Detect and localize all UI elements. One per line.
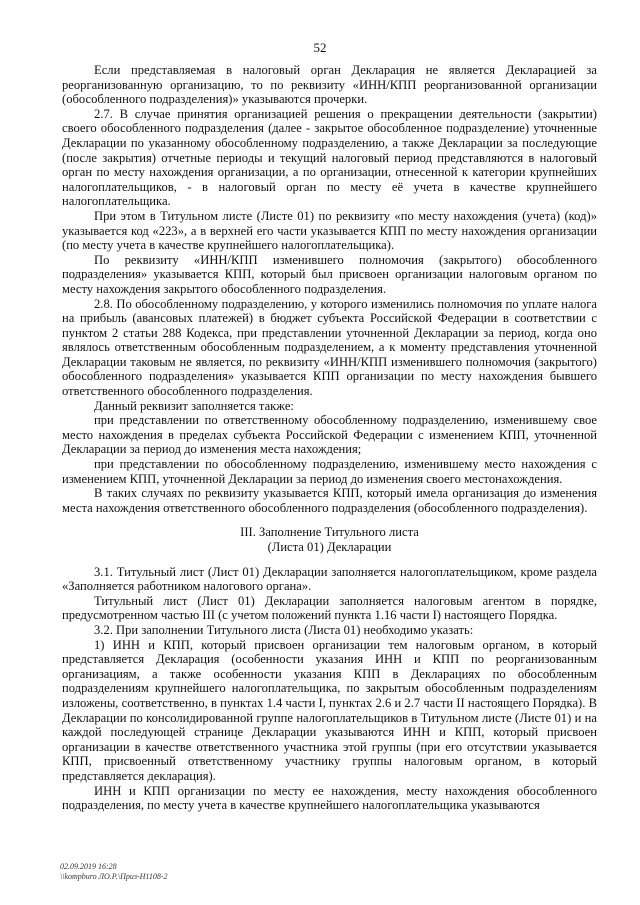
footer-timestamp: 02.09.2019 16:28: [60, 862, 117, 871]
page-number: 52: [313, 40, 327, 55]
paragraph: Данный реквизит заполняется также:: [94, 398, 294, 413]
paragraph: Если представляемая в налоговый орган Декларация не является Декларацией за реорганизованную организацию, то по реквизиту «ИНН/КПП реорганизованной организации (обособленного подразделения)» указываются прочерки.: [62, 63, 597, 107]
section-heading-line-1: III. Заполнение Титульного листа: [240, 525, 419, 540]
paragraph: При этом в Титульном листе (Листе 01) по реквизиту «по месту нахождения (учета) (код)» указывается код «223», а в верхней его части указывается КПП по месту нахождения организации (по месту учета в качестве крупнейшего налогоплательщика).: [62, 208, 597, 253]
paragraph: 2.8. По обособленному подразделению, у которого изменились полномочия по уплате налога на прибыль (авансовых платежей) в бюджет субъекта Российской Федерации в соответствии с пунктом 2 статьи 288 Кодекса, при представлении уточненной Декларации за период, когда оно являлось ответственным обособленным подразделением, а к моменту представления уточненной Декларации таковым не является, по реквизиту «ИНН/КПП изменившего полномочия (закрытого) обособленного подразделения» указывается КПП организации по месту нахождения бывшего ответственного обособленного подразделения.: [62, 296, 597, 399]
paragraph: Титульный лист (Лист 01) Декларации заполняется налоговым агентом в порядке, предусмотренном частью III (с учетом положений пункта 1.16 части I) настоящего Порядка.: [62, 593, 597, 623]
paragraph: 3.2. При заполнении Титульного листа (Листа 01) необходимо указать:: [94, 622, 474, 637]
spacer: [62, 515, 597, 525]
spacer: [62, 555, 597, 565]
paragraph: В таких случаях по реквизиту указывается КПП, который имела организация до изменения места нахождения ответственного обособленного подразделения (обособленного подразделения).: [62, 486, 597, 515]
paragraph: По реквизиту «ИНН/КПП изменившего полномочия (закрытого) обособленного подразделения» указывается КПП, который был присвоен организации налоговым органом по месту нахождения закрытого обособленного подразделения.: [62, 252, 597, 296]
paragraph: при представлении по обособленному подразделению, изменившему место нахождения с изменением КПП, уточненной Декларации за период до изменения своего местонахождения.: [62, 457, 597, 486]
paragraph: ИНН и КПП организации по месту ее нахождения, месту нахождения обособленного подразделения, по месту учета в качестве крупнейшего налогоплательщика указываются: [62, 783, 597, 813]
document-body: [62, 63, 597, 813]
paragraph: 2.7. В случае принятия организацией решения о прекращении деятельности (закрытии) своего обособленного подразделения (далее - закрытое обособленное подразделение) уточненные Декларации по указанному обособленному подразделению, а также Декларации за последующие (после закрытия) отчетные периоды и текущий налоговый период представляются в налоговый орган по месту нахождения организации, а по организации, отнесенной к категории крупнейших налогоплательщиков, - в налоговый орган по месту её учета в качестве крупнейшего налогоплательщика.: [62, 106, 597, 209]
footer-file-path: \\kompburo ЛО.Р.\Приз-Н1108-2: [60, 872, 168, 881]
paragraph: 3.1. Титульный лист (Лист 01) Декларации заполняется налогоплательщиком, кроме раздела «Заполняется работником налогового органа».: [62, 564, 597, 594]
paragraph: при представлении по ответственному обособленному подразделению, изменившему свое место нахождения в пределах субъекта Российской Федерации с изменением КПП, уточненной Декларации за период до изменения места нахождения;: [62, 413, 597, 457]
paragraph: 1) ИНН и КПП, который присвоен организации тем налоговым органом, в который представляется Декларация (особенности указания ИНН и КПП по реорганизованным организациям, а также особенности указания КПП в Декларациях по обособленным подразделениям крупнейшего налогоплательщика, по закрытым обособленным подразделениям изложены, соответственно, в пунктах 1.4 части I, пунктах 2.6 и 2.7 части II настоящего Порядка). В Декларации по консолидированной группе налогоплательщиков в Титульном листе (Листе 01) и на каждой последующей странице Декларации указываются ИНН и КПП, который присвоен организации в качестве ответственного участника этой группы (при его отсутствии указывается КПП, присвоенный ответственному участнику группы налоговым органом, в который представляется декларация).: [62, 637, 597, 783]
section-heading-line-2: (Листа 01) Декларации: [267, 540, 392, 554]
document-footer: [60, 862, 168, 882]
